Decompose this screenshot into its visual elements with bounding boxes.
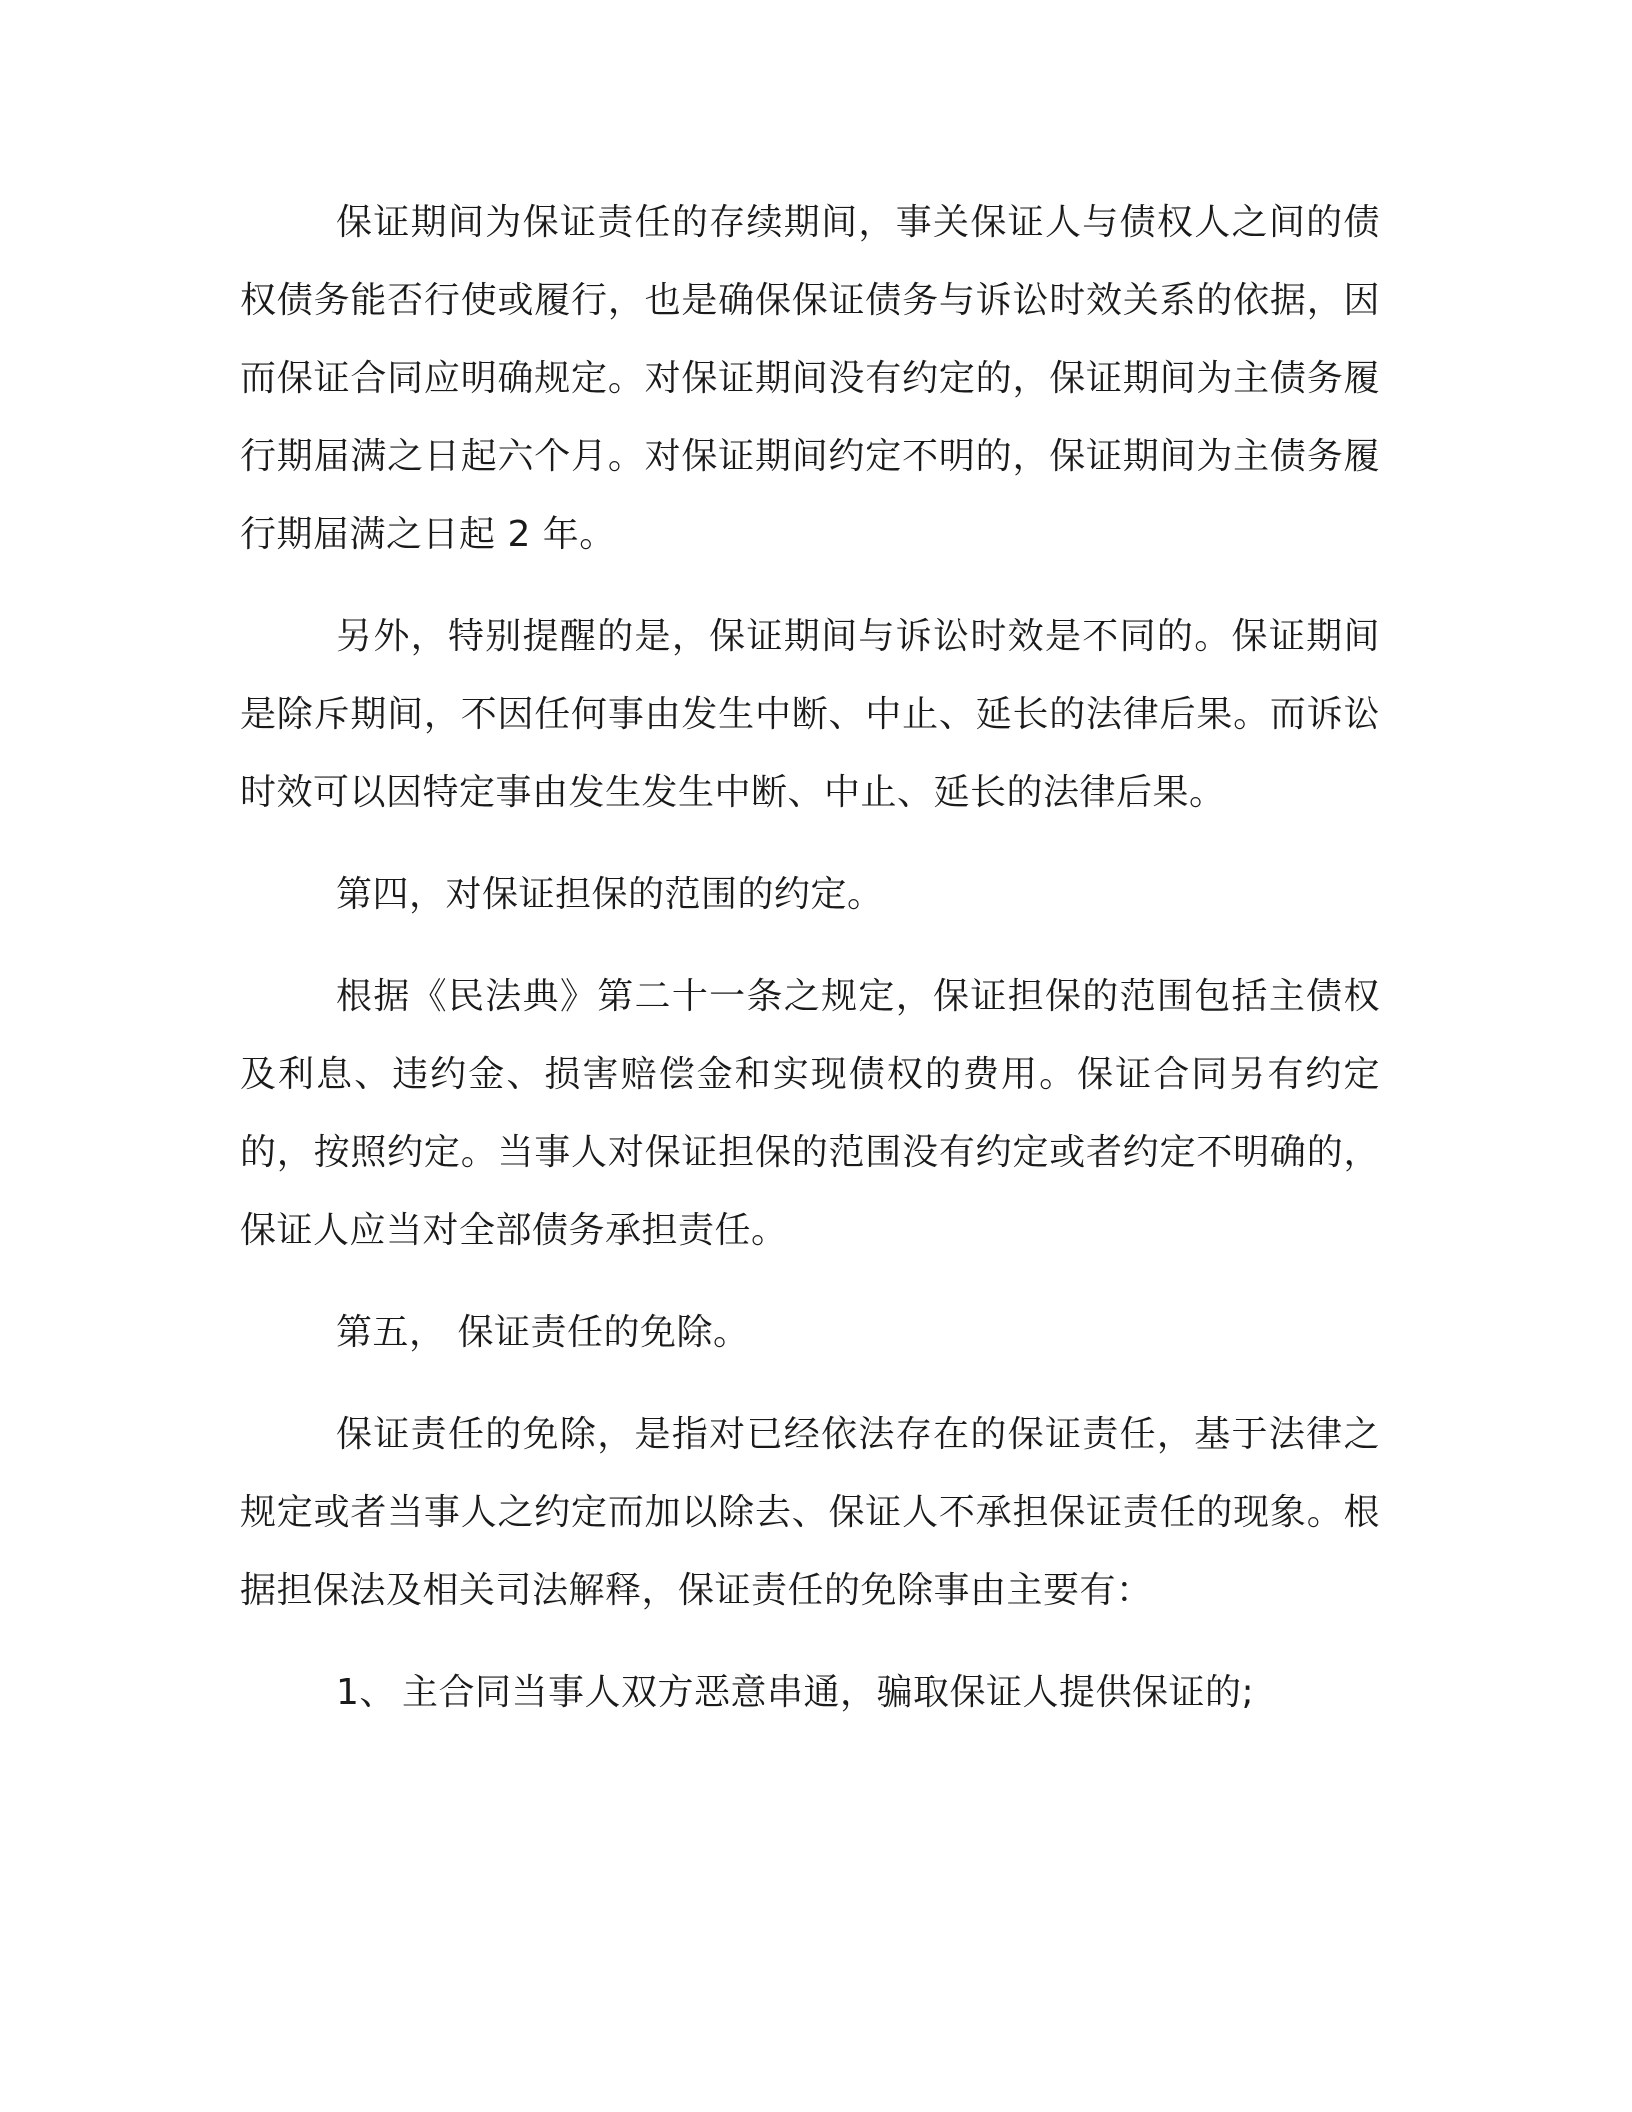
- document-body: [240, 184, 1380, 1732]
- paragraph-scope-of-guarantee: 根据《民法典》第二十一条之规定，保证担保的范围包括主债权及利息、违约金、损害赔偿金和实现债权的费用。保证合同另有约定的，按照约定。当事人对保证担保的范围没有约定或者约定不明确的，保证人应当对全部债务承担责任。: [240, 976, 1380, 1251]
- heading-fourth-scope: 第四，对保证担保的范围的约定。: [336, 874, 884, 915]
- list-item: [240, 1654, 1380, 1732]
- list-item-number: 1、: [336, 1672, 396, 1713]
- paragraph-exemption-definition: 保证责任的免除，是指对已经依法存在的保证责任，基于法律之规定或者当事人之约定而加以除去、保证人不承担保证责任的现象。根据担保法及相关司法解释，保证责任的免除事由主要有：: [240, 1414, 1380, 1611]
- heading-fifth-exemption: 第五， 保证责任的免除。: [336, 1312, 750, 1353]
- paragraph-period-vs-limitation: 另外，特别提醒的是，保证期间与诉讼时效是不同的。保证期间是除斥期间，不因任何事由发生中断、中止、延长的法律后果。而诉讼时效可以因特定事由发生发生中断、中止、延长的法律后果。: [240, 616, 1380, 813]
- list-item-text: 主合同当事人双方恶意串通，骗取保证人提供保证的;: [402, 1672, 1255, 1713]
- paragraph-guarantee-period: 保证期间为保证责任的存续期间，事关保证人与债权人之间的债权债务能否行使或履行，也是确保保证债务与诉讼时效关系的依据，因而保证合同应明确规定。对保证期间没有约定的，保证期间为主债务履行期届满之日起六个月。对保证期间约定不明的，保证期间为主债务履行期届满之日起 2 年。: [240, 202, 1380, 555]
